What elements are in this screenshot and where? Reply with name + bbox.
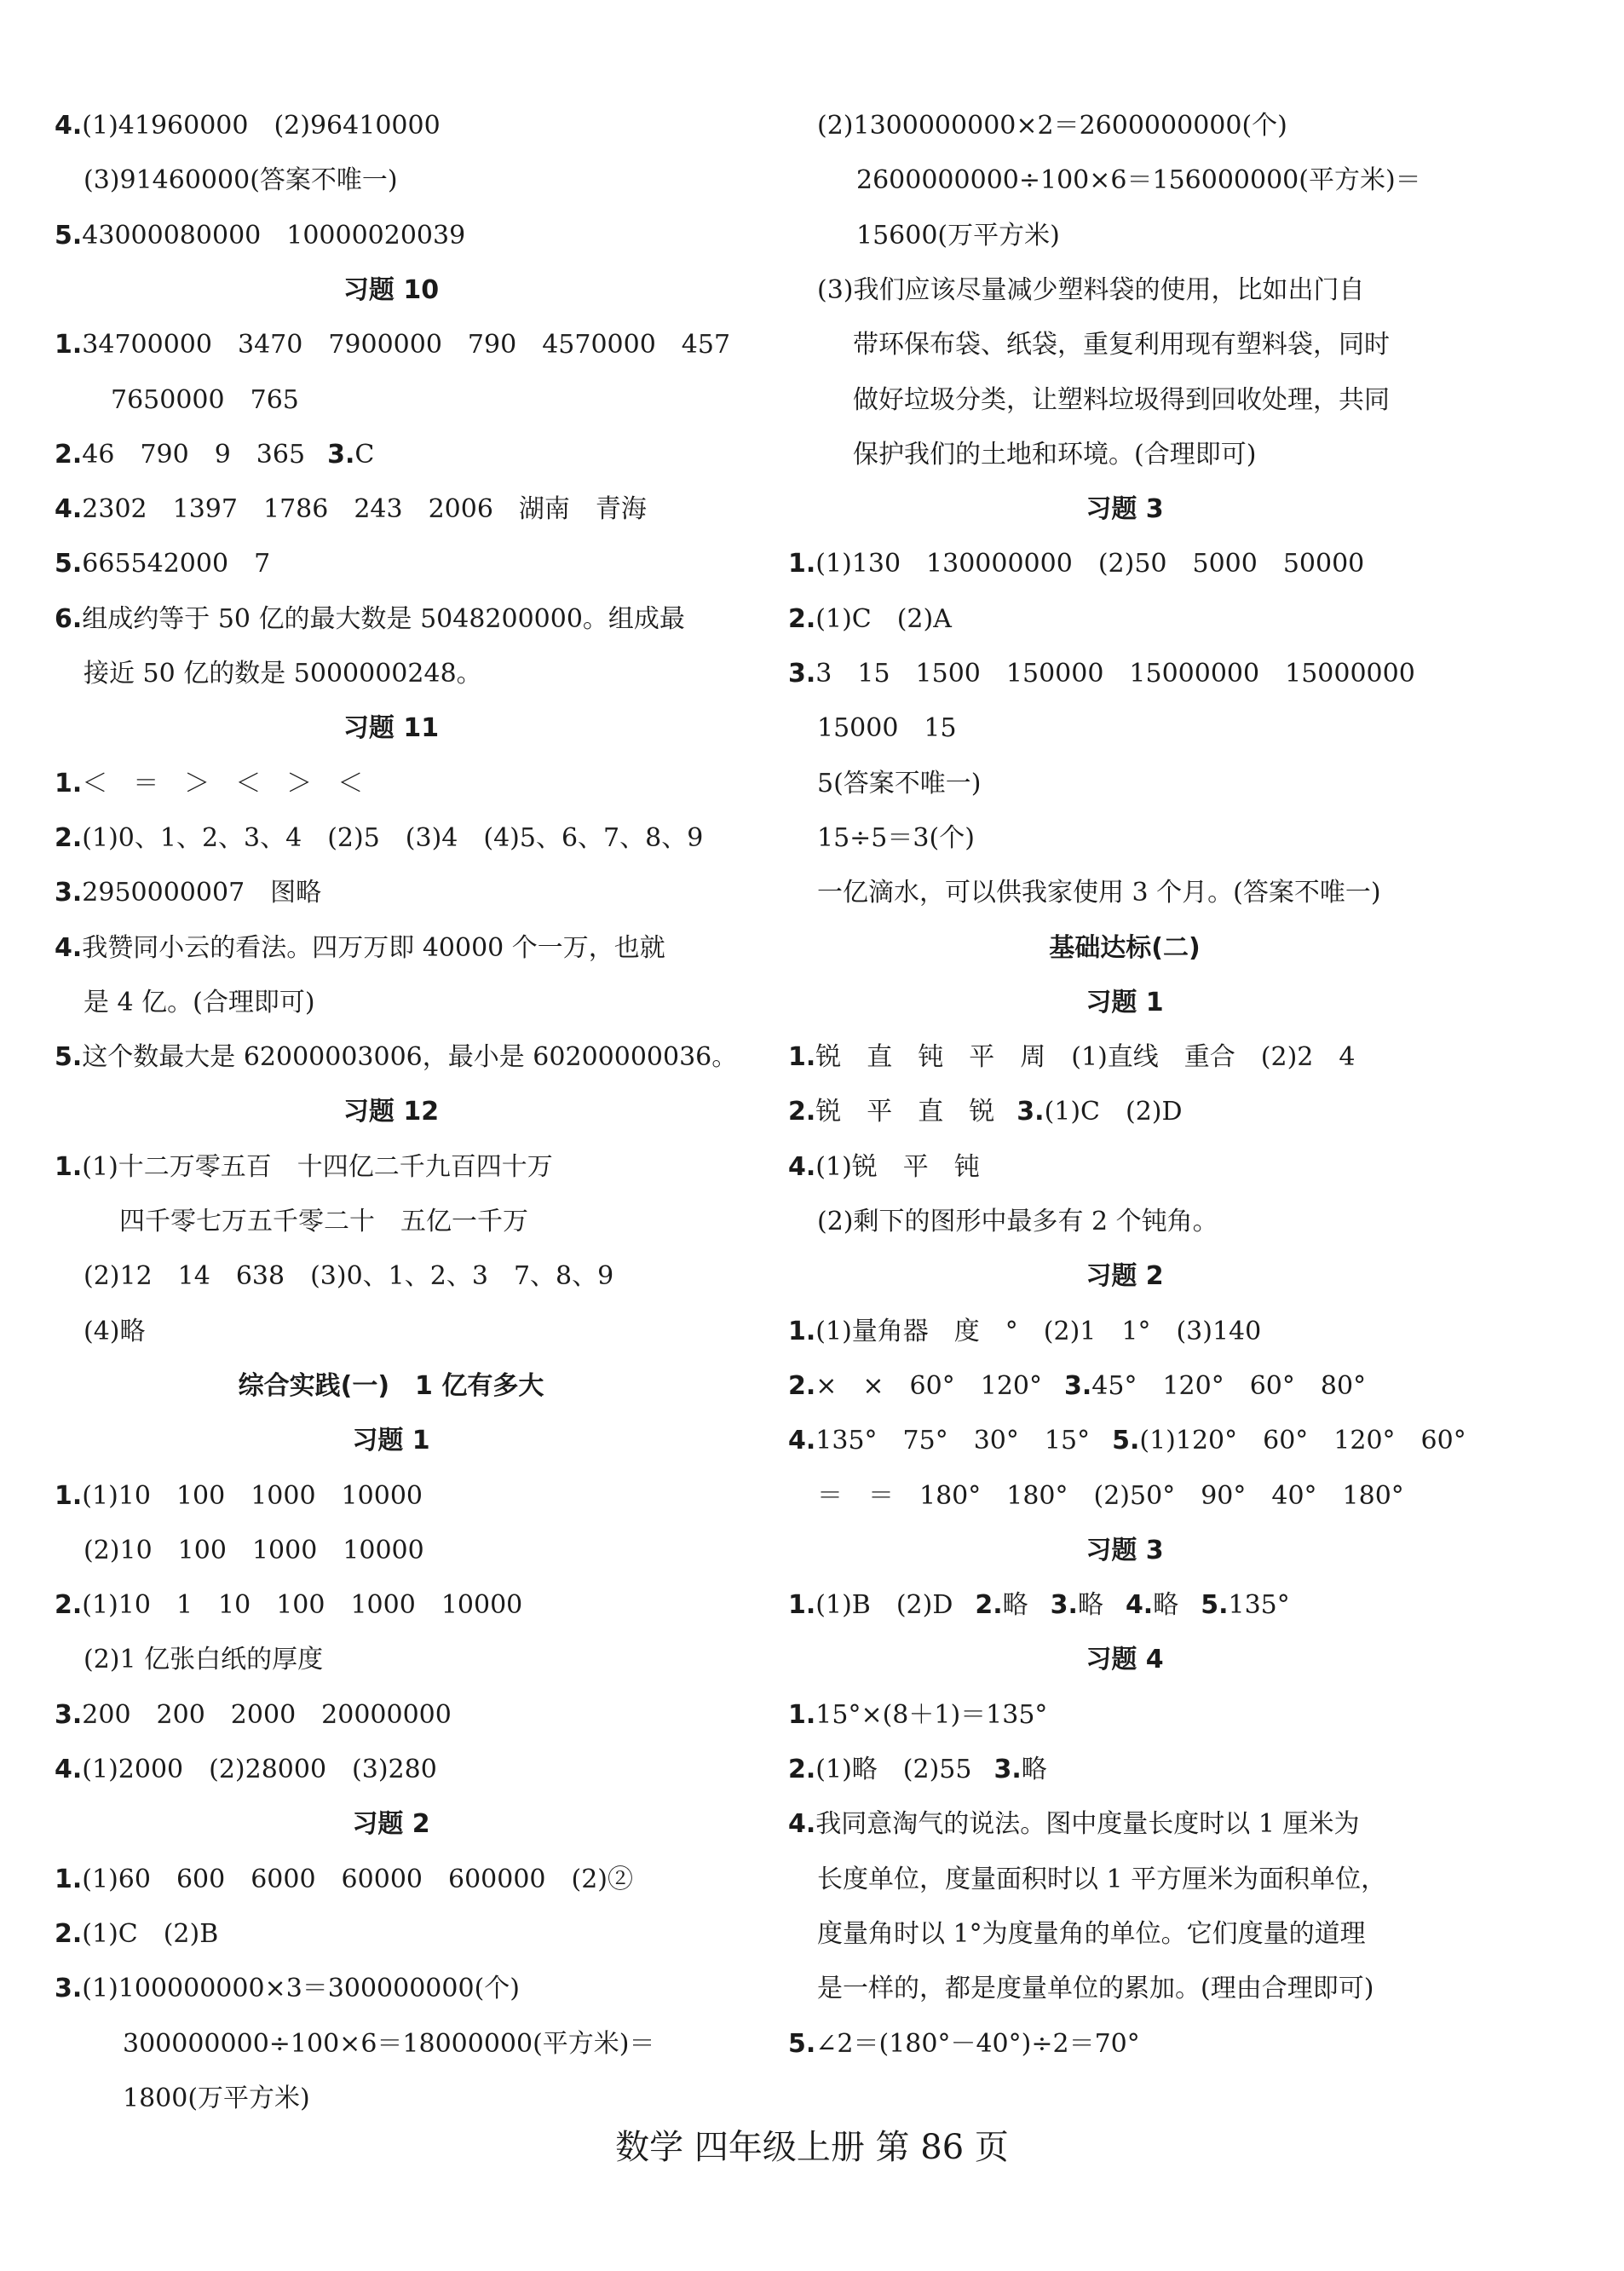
question-number: 5. — [55, 549, 83, 579]
question-number: 5. — [55, 220, 83, 251]
question-number: 1. — [55, 1480, 83, 1511]
question-number: 1. — [788, 1316, 816, 1346]
answer-line — [856, 209, 1060, 263]
answer-line — [788, 2017, 1140, 2072]
section-heading: 习题 2 — [352, 1809, 430, 1840]
answer-text: 15600(万平方米) — [856, 220, 1060, 251]
answer-line — [55, 1962, 520, 2016]
section-heading: 习题 12 — [343, 1097, 440, 1127]
answer-line — [55, 482, 647, 537]
answer-text: 135° 75° 30° 15° — [815, 1426, 1091, 1456]
answer-text: (1)100000000×3＝300000000(个) — [82, 1974, 520, 2004]
answer-text: (1)0、1、2、3、4 (2)5 (3)4 (4)5、6、7、8、9 — [82, 822, 704, 853]
answer-text: 34700000 3470 7900000 790 4570000 457 — [82, 330, 731, 360]
answer-text: 300000000÷100×6＝18000000(平方米)＝ — [123, 2028, 655, 2059]
answer-text: × × 60° 120° — [815, 1370, 1042, 1401]
answer-line — [119, 1195, 528, 1249]
answer-text: (3)我们应该尽量减少塑料袋的使用，比如出门自 — [817, 274, 1365, 305]
answer-text: 四千零七万五千零二十 五亿一千万 — [119, 1207, 528, 1236]
question-number: 1. — [55, 1864, 83, 1894]
question-number: 6. — [55, 603, 83, 634]
answer-line — [817, 1195, 1218, 1249]
answer-text: 是 4 亿。(合理即可) — [84, 987, 315, 1017]
answer-line — [817, 1907, 1366, 1962]
answer-text: 7650000 765 — [111, 384, 299, 415]
answer-line — [55, 757, 363, 811]
answer-text: 锐 平 直 锐 — [815, 1097, 995, 1127]
answer-text: 5(答案不唯一) — [817, 768, 982, 798]
answer-text: 15000 15 — [817, 713, 957, 744]
answer-text: 组成约等于 50 亿的最大数是 5048200000。组成最 — [82, 603, 685, 634]
answer-text: (1)C (2)B — [82, 1918, 219, 1949]
question-number: 2. — [975, 1590, 1003, 1621]
answer-line — [788, 1688, 1047, 1743]
answer-text: 43000080000 10000020039 — [82, 220, 466, 251]
question-number: 4. — [788, 1809, 816, 1840]
question-number: 4. — [55, 932, 83, 963]
answer-line — [55, 1743, 437, 1797]
question-number: 4. — [788, 1426, 816, 1456]
answer-line — [55, 1030, 737, 1085]
answer-text: ＜ ＝ ＞ ＜ ＞ ＜ — [82, 768, 364, 798]
answer-text: 略 — [1002, 1590, 1028, 1621]
answer-line — [55, 1140, 553, 1195]
answer-text: 15÷5＝3(个) — [817, 822, 975, 853]
question-number: 3. — [1050, 1590, 1078, 1621]
answer-text: 做好垃圾分类，让塑料垃圾得到回收处理，共同 — [853, 384, 1390, 415]
answer-line — [788, 1030, 1355, 1085]
answer-text: 3 15 1500 150000 15000000 15000000 — [815, 659, 1415, 689]
answer-text: (1)量角器 度 ° (2)1 1° (3)140 — [815, 1316, 1262, 1346]
answer-text: (1)C (2)A — [815, 603, 952, 634]
page-footer: 数学 四年级上册 第 86 页 — [615, 2128, 1009, 2167]
answer-line — [55, 537, 270, 591]
answer-text: (3)91460000(答案不唯一) — [84, 165, 398, 196]
answer-line — [788, 1578, 1290, 1633]
question-number: 1. — [788, 1590, 816, 1621]
answer-line — [788, 1414, 1466, 1468]
answer-line — [788, 592, 952, 647]
answer-line — [817, 811, 975, 866]
question-number: 1. — [55, 1151, 83, 1182]
answer-line — [123, 2017, 655, 2072]
answer-text: (1)120° 60° 120° 60° — [1139, 1426, 1466, 1456]
question-number: 1. — [788, 1042, 816, 1073]
answer-text: (2)1 亿张白纸的厚度 — [84, 1645, 324, 1675]
answer-line — [788, 1359, 1366, 1414]
answer-text: 我赞同小云的看法。四万万即 40000 个一万，也就 — [82, 932, 665, 963]
answer-text: (4)略 — [84, 1316, 146, 1346]
answer-text: (2)10 100 1000 10000 — [84, 1535, 424, 1565]
answer-line — [853, 428, 1256, 482]
answer-line — [788, 1797, 1359, 1852]
answer-line — [111, 373, 299, 428]
question-number: 1. — [55, 768, 83, 798]
answer-line — [55, 811, 703, 866]
question-number: 2. — [55, 1918, 83, 1949]
answer-line — [84, 976, 315, 1030]
answer-line — [788, 647, 1415, 701]
answer-line — [84, 1249, 613, 1304]
section-heading: 习题 10 — [343, 274, 440, 305]
answer-text: 带环保布袋、纸袋，重复利用现有塑料袋，同时 — [853, 330, 1390, 360]
answer-text: 长度单位，度量面积时以 1 平方厘米为面积单位， — [817, 1864, 1387, 1894]
question-number: 5. — [788, 2028, 816, 2059]
answer-text: 一亿滴水，可以供我家使用 3 个月。(答案不唯一) — [817, 878, 1381, 908]
question-number: 1. — [55, 330, 83, 360]
answer-text: ＝ ＝ 180° 180° (2)50° 90° 40° 180° — [817, 1480, 1404, 1511]
section-heading: 习题 1 — [1086, 987, 1164, 1017]
answer-text: (2)1300000000×2＝2600000000(个) — [817, 111, 1287, 141]
answer-text: (1)10 100 1000 10000 — [82, 1480, 423, 1511]
answer-text: 200 200 2000 20000000 — [82, 1699, 452, 1730]
answer-text: (1)略 (2)55 — [815, 1755, 972, 1784]
answer-line — [55, 209, 465, 263]
answer-line — [55, 921, 665, 976]
question-number: 2. — [55, 439, 83, 470]
answer-line — [55, 1907, 218, 1962]
answer-line — [788, 1743, 1047, 1797]
answer-line — [817, 866, 1381, 920]
answer-text: (1)锐 平 钝 — [815, 1151, 980, 1182]
answer-text: 锐 直 钝 平 周 (1)直线 重合 (2)2 4 — [815, 1042, 1356, 1073]
answer-line — [788, 1085, 1183, 1139]
question-number: 4. — [55, 111, 83, 141]
answer-line — [84, 1305, 146, 1359]
question-number: 3. — [1016, 1097, 1045, 1127]
answer-line — [84, 153, 398, 208]
answer-text: (1)C (2)D — [1044, 1097, 1183, 1127]
question-number: 5. — [1112, 1426, 1140, 1456]
question-number: 2. — [788, 1755, 816, 1784]
answer-text: 2600000000÷100×6＝156000000(平方米)＝ — [856, 165, 1421, 196]
answer-text: 45° 120° 60° 80° — [1091, 1370, 1367, 1401]
answer-line — [55, 866, 321, 920]
question-number: 2. — [55, 1590, 83, 1621]
question-number: 2. — [788, 1370, 816, 1401]
question-number: 2. — [55, 822, 83, 853]
answer-text: 2950000007 图略 — [82, 878, 322, 908]
answer-text: 我同意淘气的说法。图中度量长度时以 1 厘米为 — [815, 1809, 1360, 1840]
answer-line — [856, 153, 1421, 208]
section-heading: 基础达标(二) — [1049, 932, 1201, 963]
answer-text: 135° — [1228, 1590, 1290, 1621]
question-number: 3. — [788, 659, 816, 689]
answer-line — [817, 1853, 1386, 1907]
answer-text: 46 790 9 365 — [82, 439, 306, 470]
question-number: 1. — [788, 549, 816, 579]
answer-line — [55, 428, 374, 482]
answer-line — [788, 1305, 1261, 1359]
answer-line — [55, 1853, 633, 1907]
answer-line — [817, 263, 1365, 318]
answer-text: 这个数最大是 62000003006，最小是 60200000036。 — [82, 1042, 738, 1073]
question-number: 3. — [1064, 1370, 1092, 1401]
answer-text: 度量角时以 1°为度量角的单位。它们度量的道理 — [817, 1918, 1366, 1949]
answer-text: (1)130 130000000 (2)50 5000 50000 — [815, 549, 1365, 579]
answer-line — [817, 99, 1287, 153]
question-number: 3. — [993, 1755, 1022, 1784]
question-number: 3. — [55, 1974, 83, 2004]
answer-text: 665542000 7 — [82, 549, 271, 579]
section-heading: 习题 2 — [1086, 1261, 1164, 1292]
answer-line — [853, 318, 1390, 372]
question-number: 4. — [55, 494, 83, 525]
answer-text: (2)剩下的图形中最多有 2 个钝角。 — [817, 1207, 1218, 1236]
answer-line — [55, 318, 730, 372]
answer-line — [55, 1578, 522, 1633]
section-heading: 习题 1 — [352, 1426, 430, 1456]
answer-text: (1)60 600 6000 60000 600000 (2)② — [82, 1864, 634, 1894]
question-number: 5. — [1201, 1590, 1229, 1621]
answer-line — [55, 1688, 452, 1743]
answer-line — [788, 537, 1364, 591]
answer-line — [817, 1469, 1404, 1524]
section-heading: 习题 3 — [1086, 494, 1164, 525]
question-number: 3. — [327, 439, 355, 470]
answer-line — [55, 99, 441, 153]
answer-text: 2302 1397 1786 243 2006 湖南 青海 — [82, 494, 647, 525]
answer-line — [123, 2072, 310, 2126]
answer-line — [84, 1633, 323, 1687]
answer-text: (1)十二万零五百 十四亿二千九百四十万 — [82, 1151, 553, 1182]
answer-line — [84, 1524, 424, 1578]
answer-text: (2)12 14 638 (3)0、1、2、3 7、8、9 — [84, 1261, 614, 1292]
question-number: 4. — [1125, 1590, 1154, 1621]
answer-text: (1)10 1 10 100 1000 10000 — [82, 1590, 523, 1621]
answer-text: 略 — [1021, 1755, 1047, 1784]
answer-text: (1)41960000 (2)96410000 — [82, 111, 441, 141]
answer-text: 保护我们的土地和环境。(合理即可) — [853, 439, 1257, 470]
question-number: 2. — [788, 603, 816, 634]
answer-text: 接近 50 亿的数是 5000000248。 — [84, 659, 482, 689]
answer-line — [817, 757, 982, 811]
section-heading: 综合实践(一) 1 亿有多大 — [238, 1370, 544, 1401]
answer-text: C — [354, 439, 375, 470]
question-number: 2. — [788, 1097, 816, 1127]
answer-line — [55, 592, 685, 647]
question-number: 1. — [788, 1699, 816, 1730]
section-heading: 习题 11 — [343, 713, 440, 744]
answer-text: 是一样的，都是度量单位的累加。(理由合理即可) — [817, 1974, 1374, 2004]
question-number: 4. — [55, 1755, 83, 1784]
question-number: 5. — [55, 1042, 83, 1073]
answer-text: 15°×(8＋1)＝135° — [815, 1699, 1048, 1730]
section-heading: 习题 4 — [1086, 1645, 1164, 1675]
answer-line — [817, 1962, 1373, 2016]
answer-text: 略 — [1153, 1590, 1179, 1621]
answer-line — [788, 1140, 980, 1195]
answer-text: (1)B (2)D — [815, 1590, 953, 1621]
answer-line — [853, 373, 1390, 428]
section-heading: 习题 3 — [1086, 1535, 1164, 1565]
answer-text: 略 — [1077, 1590, 1103, 1621]
answer-line — [55, 1469, 423, 1524]
answer-line — [84, 647, 482, 701]
answer-text: ∠2＝(180°－40°)÷2＝70° — [815, 2028, 1140, 2059]
question-number: 4. — [788, 1151, 816, 1182]
answer-text: 1800(万平方米) — [123, 2083, 310, 2113]
answer-line — [817, 701, 957, 756]
question-number: 3. — [55, 878, 83, 908]
answer-text: (1)2000 (2)28000 (3)280 — [82, 1755, 437, 1784]
question-number: 3. — [55, 1699, 83, 1730]
